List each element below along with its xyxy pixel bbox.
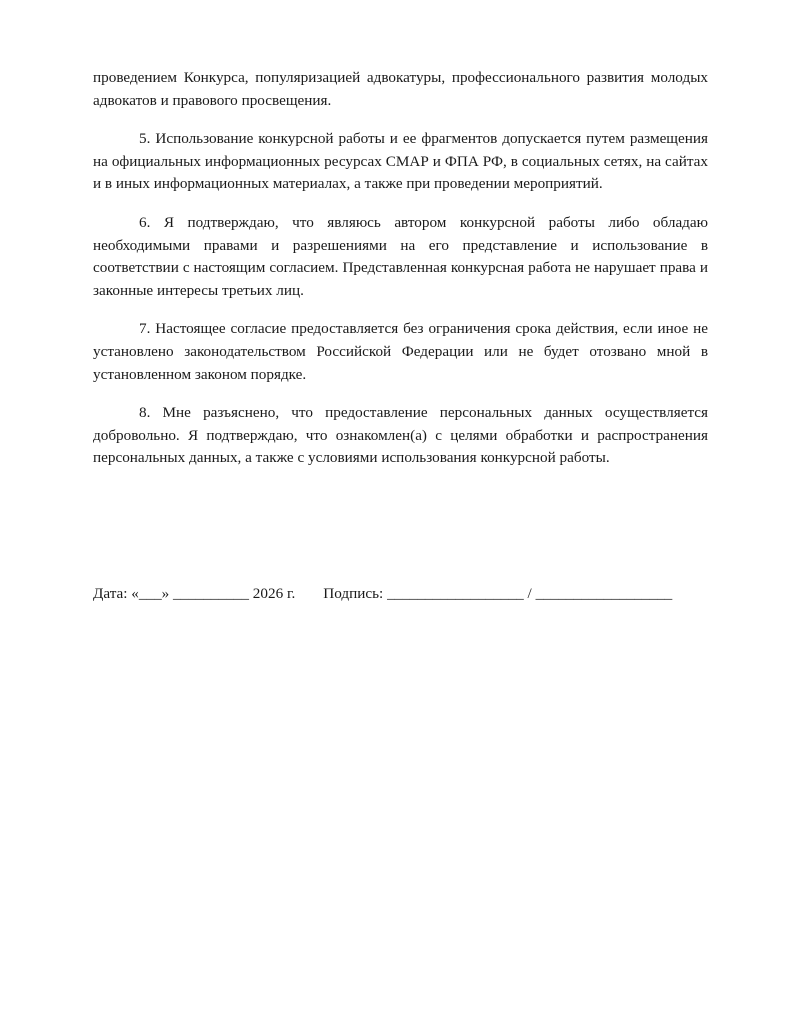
document-body (93, 67, 708, 486)
paragraph-6-authorship: 6. Я подтверждаю, что являюсь автором конкурсной работы либо обладаю необходимыми правами и разрешениями на его представление и использование в соответствии с настоящим согласием. Представленная конкурсная работа не нарушает права и законные интересы третьих лиц. (93, 213, 708, 299)
signature-field: Подпись: __________________ / __________________ (323, 585, 673, 602)
signature-block (93, 583, 733, 605)
paragraph-5-usage: 5. Использование конкурсной работы и ее фрагментов допускается путем размещения на официальных информационных ресурсах СМАР и ФПА РФ, в социальных сетях, на сайтах и в иных информационных материалах, а также при проведении мероприятий. (93, 130, 708, 193)
date-field: Дата: «___» __________ 2026 г. (93, 585, 296, 602)
paragraph-intro: проведением Конкурса, популяризацией адвокатуры, профессионального развития молодых адвокатов и правового просвещения. (93, 69, 708, 109)
paragraph-8-consent: 8. Мне разъяснено, что предоставление персональных данных осуществляется добровольно. Я подтверждаю, что ознакомлен(а) с целями обработки и распространения персональных данных, а также с условиями использования конкурсной работы. (93, 404, 708, 467)
paragraph-7-term: 7. Настоящее согласие предоставляется без ограничения срока действия, если иное не установлено законодательством Российской Федерации или не будет отозвано мной в установленном законом порядке. (93, 320, 708, 383)
